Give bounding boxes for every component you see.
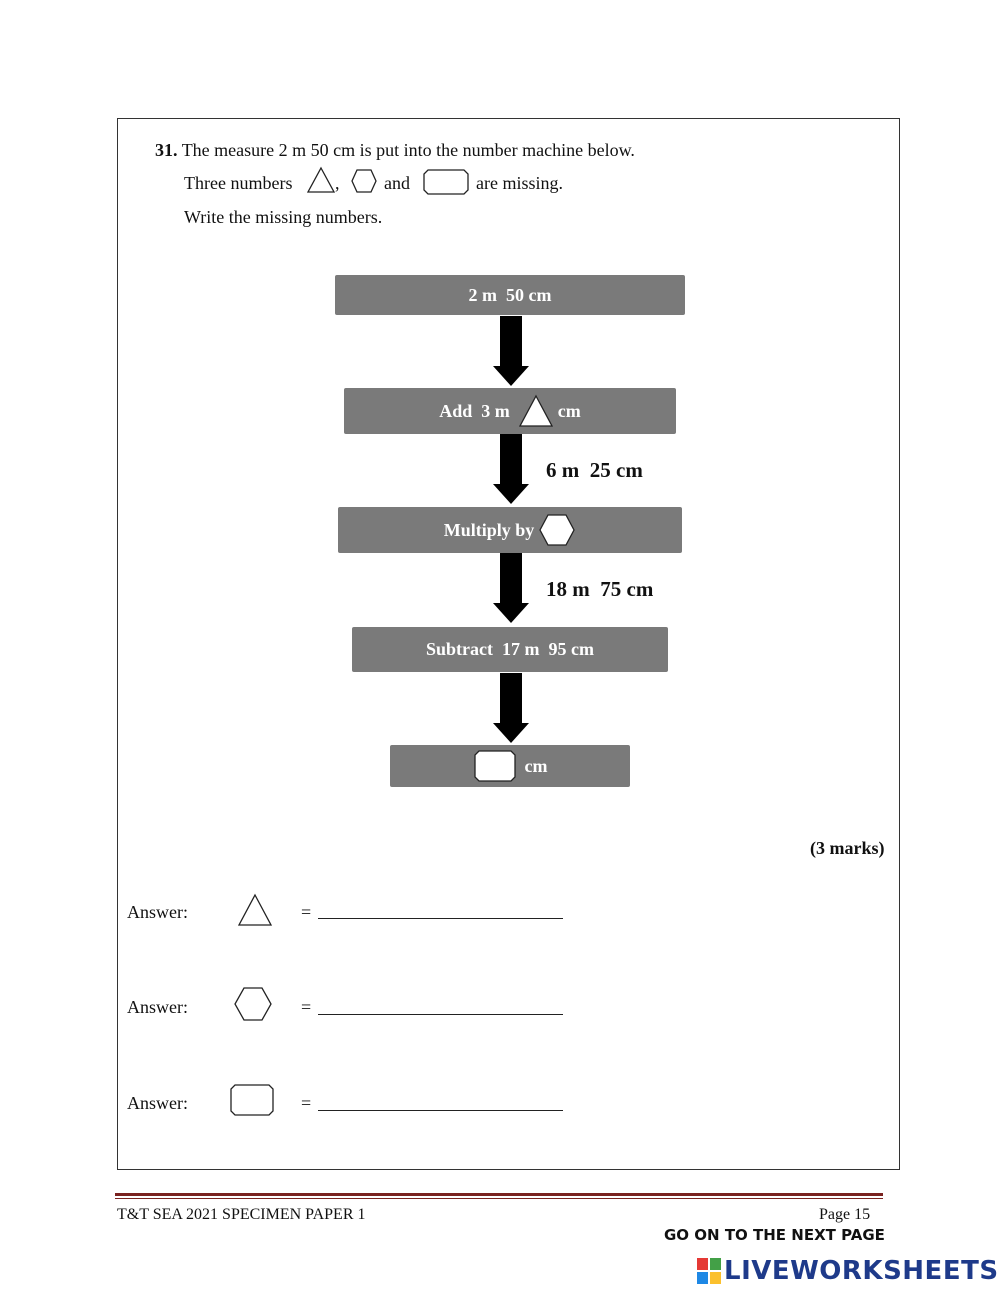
answer-label-3: Answer: — [127, 1093, 188, 1113]
liveworksheets-logo-icon — [697, 1258, 721, 1284]
equals-sign: = — [301, 997, 312, 1017]
octagon-rectangle-icon — [422, 168, 470, 196]
machine-step2-box — [338, 507, 682, 553]
arrow-down-icon — [493, 434, 529, 504]
machine-step2-prefix: Multiply by — [443, 519, 535, 540]
arrow-down-icon — [493, 553, 529, 623]
hexagon-icon — [233, 986, 273, 1022]
footer-rule-thin — [115, 1198, 883, 1199]
answer-line-hexagon[interactable] — [318, 1014, 563, 1015]
footer-rule — [115, 1193, 883, 1196]
machine-input-text: 2 m 50 cm — [468, 284, 552, 305]
question-number: 31. — [155, 140, 178, 160]
answer-line-triangle[interactable] — [318, 918, 563, 919]
octagon-rectangle-icon — [229, 1083, 275, 1117]
question-line-2-end: are missing. — [476, 173, 563, 193]
footer-paper-title: T&T SEA 2021 SPECIMEN PAPER 1 — [117, 1206, 366, 1223]
machine-step3-box — [352, 627, 668, 672]
question-line-3: Write the missing numbers. — [184, 207, 383, 227]
machine-step3-text: Subtract 17 m 95 cm — [426, 639, 594, 659]
octagon-blank-icon[interactable] — [473, 749, 517, 783]
triangle-icon — [237, 893, 273, 927]
go-on-notice: GO ON TO THE NEXT PAGE — [664, 1226, 885, 1244]
footer-page-number: Page 15 — [819, 1206, 871, 1223]
machine-output-suffix: cm — [524, 755, 548, 776]
question-intro: The measure 2 m 50 cm is put into the number machine below. — [181, 140, 635, 160]
and-text: and — [384, 173, 410, 193]
triangle-icon — [306, 166, 336, 194]
answer-line-octagon[interactable] — [318, 1110, 563, 1111]
intermediate-result-1: 6 m 25 cm — [546, 458, 643, 482]
arrow-down-icon — [493, 316, 529, 386]
machine-step1-suffix: cm — [557, 400, 581, 421]
machine-output-box — [390, 745, 630, 787]
machine-step1-prefix: Add 3 m — [439, 400, 510, 421]
machine-input-box — [335, 275, 685, 315]
intermediate-result-2: 18 m 75 cm — [546, 577, 654, 601]
machine-step1-box — [344, 388, 676, 434]
question-line-1 — [155, 141, 635, 159]
triangle-blank-icon[interactable] — [518, 394, 554, 428]
answer-label-1: Answer: — [127, 902, 188, 922]
liveworksheets-wordmark: LIVEWORKSHEETS — [724, 1256, 999, 1286]
marks-label: (3 marks) — [810, 838, 885, 858]
question-line-2-start: Three numbers — [184, 173, 293, 193]
equals-sign: = — [301, 902, 312, 922]
answer-label-2: Answer: — [127, 997, 188, 1017]
equals-sign: = — [301, 1093, 312, 1113]
arrow-down-icon — [493, 673, 529, 743]
comma-text: , — [335, 173, 340, 193]
liveworksheets-logo[interactable] — [697, 1256, 999, 1286]
hexagon-blank-icon[interactable] — [538, 513, 576, 547]
hexagon-icon — [350, 168, 378, 194]
